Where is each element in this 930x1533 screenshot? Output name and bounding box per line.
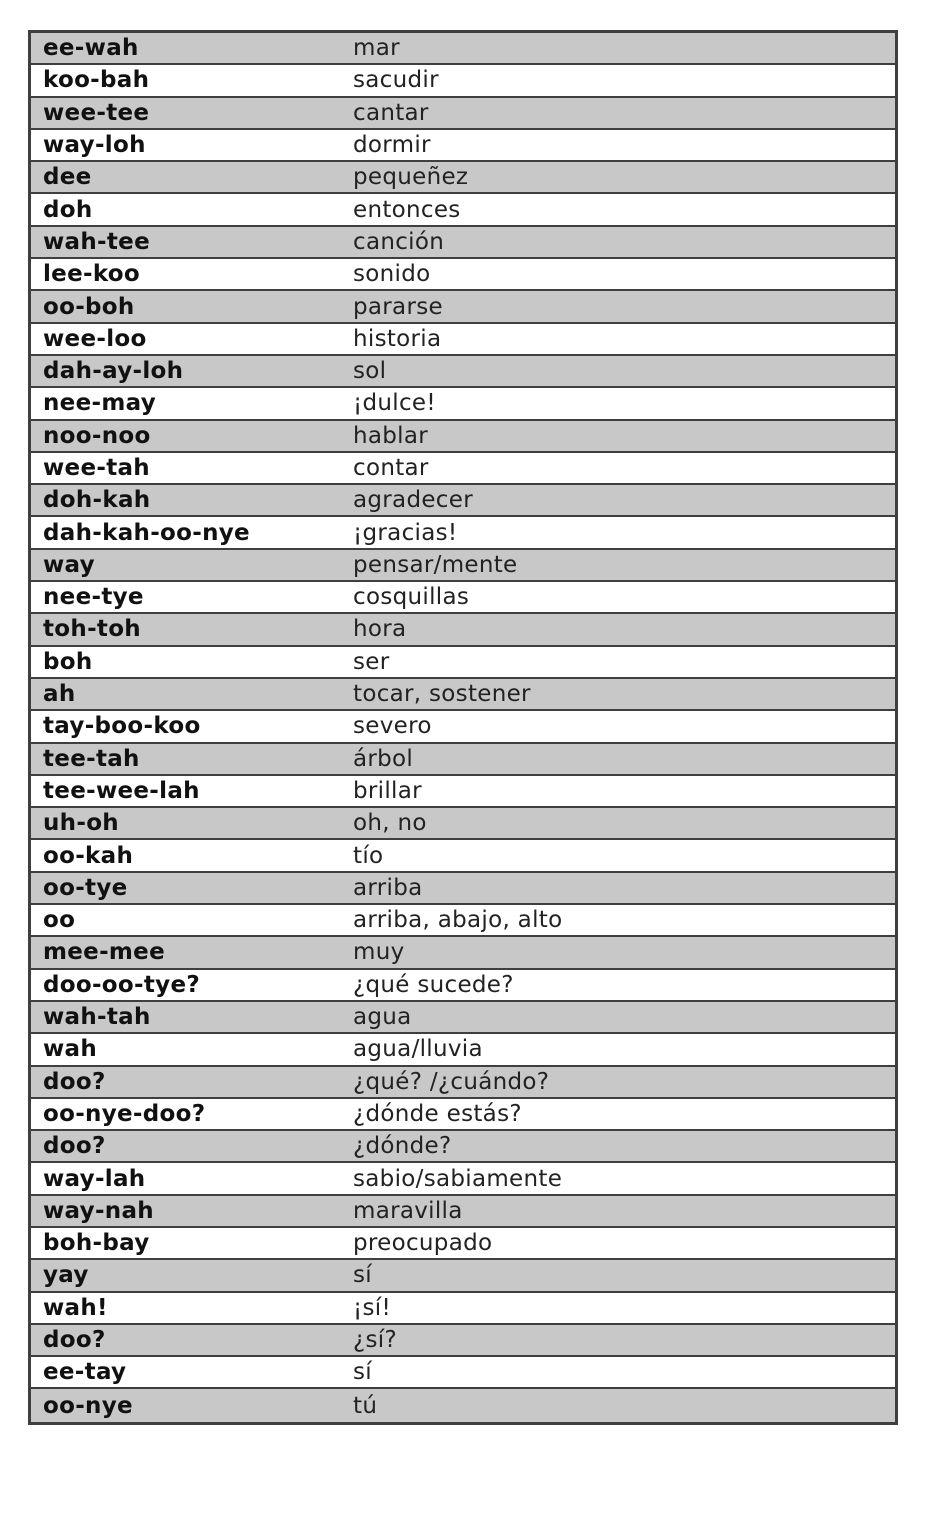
meaning-cell: ¿sí? [353,1327,397,1354]
meaning-cell: preocupado [353,1230,493,1257]
meaning-cell: ¿dónde estás? [353,1100,522,1127]
term-cell: doo? [43,1068,106,1095]
meaning-cell: hablar [353,422,429,449]
meaning-cell: tú [353,1392,378,1419]
meaning-cell: agua [353,1004,412,1031]
term-cell: boh-bay [43,1230,150,1257]
term-cell: wee-tah [43,455,150,481]
term-cell: wah-tah [43,1004,151,1031]
table-row [31,1357,895,1389]
table-row [31,776,895,808]
table-row [31,550,895,582]
term-cell: nee-may [43,390,156,417]
table-row [31,905,895,937]
term-cell: tee-wee-lah [43,777,200,804]
meaning-cell: pequeñez [353,164,469,191]
meaning-cell: mar [353,35,400,62]
meaning-cell: brillar [353,777,422,804]
term-cell: mee-mee [43,939,165,966]
table-row [31,1293,895,1325]
table-row [31,453,895,485]
term-cell: noo-noo [43,422,151,449]
term-cell: wah! [43,1294,108,1321]
term-cell: yay [43,1262,89,1289]
meaning-cell: sacudir [353,67,439,94]
meaning-cell: tío [353,842,384,869]
table-row [31,1099,895,1131]
table-row [31,65,895,97]
meaning-cell: sí [353,1262,372,1289]
meaning-cell: ¡dulce! [353,390,436,417]
table-row [31,1002,895,1034]
table-row [31,130,895,162]
meaning-cell: tocar, sostener [353,681,531,708]
term-cell: wah-tee [43,228,150,255]
term-cell: doh-kah [43,487,151,514]
table-row [31,227,895,259]
term-cell: oo-boh [43,293,135,320]
meaning-cell: ¡gracias! [353,519,458,546]
table-row [31,517,895,549]
table-row [31,356,895,388]
meaning-cell: muy [353,939,405,966]
meaning-cell: canción [353,228,445,255]
table-row [31,808,895,840]
table-row [31,1067,895,1099]
table-row [31,324,895,356]
term-cell: dah-kah-oo-nye [43,519,250,546]
meaning-cell: cosquillas [353,584,470,611]
table-row [31,1163,895,1195]
table-row [31,1260,895,1292]
term-cell: way [43,551,95,578]
table-row [31,873,895,905]
meaning-cell: maravilla [353,1197,463,1224]
term-cell: wee-tee [43,99,150,126]
term-cell: oo [43,907,76,934]
meaning-cell: árbol [353,745,414,772]
meaning-cell: agradecer [353,487,473,514]
term-cell: uh-oh [43,810,119,837]
meaning-cell: sí [353,1359,372,1386]
table-row [31,1228,895,1260]
table-row [31,33,895,65]
meaning-cell: contar [353,455,429,481]
table-row [31,291,895,323]
meaning-cell: historia [353,325,442,352]
meaning-cell: ¿qué? /¿cuándo? [353,1068,550,1095]
meaning-cell: hora [353,616,407,643]
table-row [31,98,895,130]
table-row [31,162,895,194]
table-row [31,840,895,872]
term-cell: way-nah [43,1197,154,1224]
term-cell: tay-boo-koo [43,713,201,740]
term-cell: ee-wah [43,35,139,62]
meaning-cell: pararse [353,293,443,320]
term-cell: wee-loo [43,325,147,352]
term-cell: oo-kah [43,842,134,869]
meaning-cell: agua/lluvia [353,1036,483,1063]
term-cell: oo-nye [43,1392,133,1419]
term-cell: oo-tye [43,874,128,901]
vocabulary-table [28,30,898,1425]
term-cell: dah-ay-loh [43,358,184,385]
term-cell: doo? [43,1133,106,1160]
meaning-cell: sabio/sabiamente [353,1165,563,1192]
meaning-cell: arriba, abajo, alto [353,907,563,934]
table-row [31,970,895,1002]
term-cell: ah [43,681,76,708]
table-row [31,679,895,711]
meaning-cell: sol [353,358,387,385]
meaning-cell: entonces [353,196,461,223]
term-cell: tee-tah [43,745,140,772]
table-row [31,1131,895,1163]
term-cell: lee-koo [43,261,141,288]
table-row [31,1034,895,1066]
meaning-cell: cantar [353,99,429,126]
table-row [31,259,895,291]
table-row [31,744,895,776]
table-row [31,485,895,517]
table-row [31,1196,895,1228]
meaning-cell: dormir [353,132,431,159]
table-row [31,647,895,679]
meaning-cell: sonido [353,261,431,288]
meaning-cell: ¡sí! [353,1294,392,1321]
table-row [31,614,895,646]
meaning-cell: ser [353,648,390,675]
term-cell: nee-tye [43,584,144,611]
table-row [31,1325,895,1357]
term-cell: oo-nye-doo? [43,1100,206,1127]
term-cell: doo-oo-tye? [43,971,200,998]
term-cell: doo? [43,1327,106,1354]
meaning-cell: pensar/mente [353,551,518,578]
table-row [31,421,895,453]
term-cell: doh [43,196,93,223]
table-row [31,1389,895,1421]
term-cell: toh-toh [43,616,141,643]
term-cell: way-loh [43,132,146,159]
meaning-cell: ¿qué sucede? [353,971,514,998]
meaning-cell: severo [353,713,432,740]
meaning-cell: ¿dónde? [353,1133,452,1160]
term-cell: boh [43,648,93,675]
table-row [31,937,895,969]
table-row [31,388,895,420]
term-cell: way-lah [43,1165,146,1192]
meaning-cell: oh, no [353,810,427,837]
term-cell: dee [43,164,92,191]
table-row [31,582,895,614]
term-cell: wah [43,1036,98,1063]
table-row [31,194,895,226]
meaning-cell: arriba [353,874,423,901]
term-cell: ee-tay [43,1359,127,1386]
term-cell: koo-bah [43,67,150,94]
table-row [31,711,895,743]
